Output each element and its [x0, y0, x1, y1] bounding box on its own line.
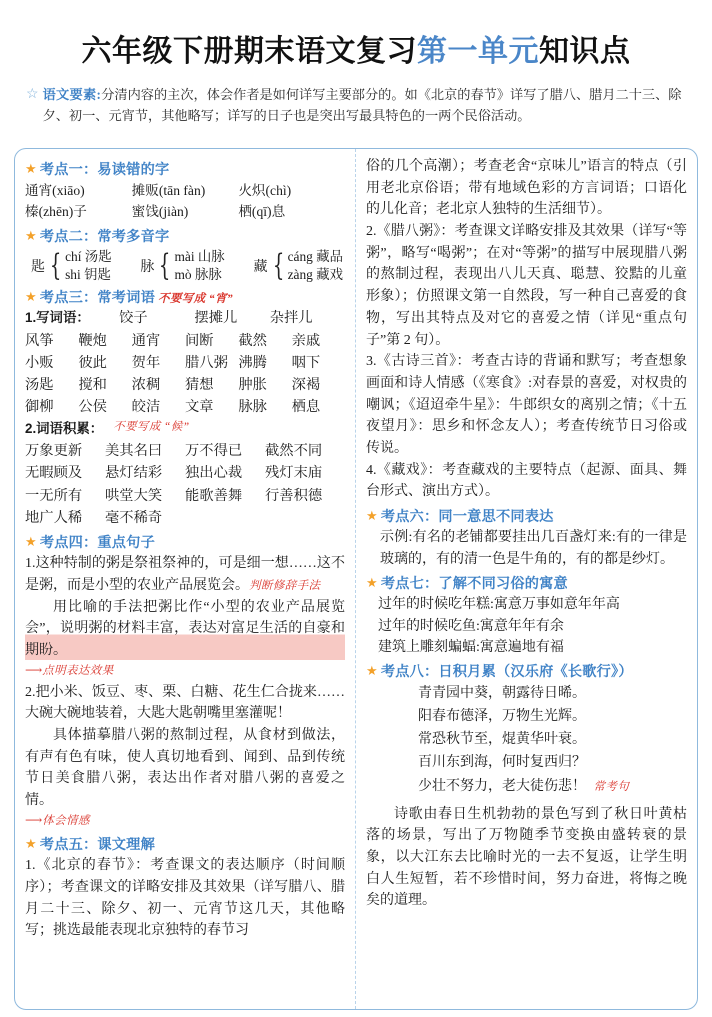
kd1-row-2 [25, 201, 345, 222]
poem-line-row [418, 751, 687, 774]
kd3-idiom: 行善积德 [265, 487, 323, 504]
section-heading-kaodian-6 [366, 506, 687, 526]
kd4-item1-analysis: 用比喻的手法把粥比作“小型的农业产品展览会”，说明粥的材料丰富，表达对富足生活的自豪和期盼。 [25, 597, 345, 662]
kd3-word: 浓稠 [131, 377, 161, 394]
kaodian-3-label: 考点三：常考词语 [39, 290, 155, 307]
kd3-idiom-row [25, 507, 345, 529]
kd3-idiom: 哄堂大笑 [105, 487, 163, 504]
section-heading-kaodian-7 [366, 573, 687, 593]
kd3-idiom: 美其名曰 [105, 443, 163, 460]
kd4-item2-text: 2.把小米、饭豆、枣、栗、白糖、花生仁合拢来……大碗大碗地装着，大匙大匙朝嘴里塞灌呢！ [25, 684, 345, 722]
kd3-word: 摆摊儿 [194, 310, 238, 327]
duoyinzi-char: 藏 [253, 260, 268, 276]
kd3-sub2-row [25, 419, 345, 440]
yuwen-yaosu-banner [26, 84, 686, 127]
kd1-item: 通宵(xiāo) [25, 183, 85, 198]
duoyinzi-reading: zàng 藏戏 [287, 267, 343, 283]
section-heading-kaodian-5 [25, 834, 345, 854]
kd3-idiom: 地广人稀 [25, 510, 83, 527]
poem-line: 青青园中葵，朝露待日晞。 [418, 686, 586, 702]
right-column [356, 149, 697, 1009]
yaosu-label: 语文要素: [42, 87, 102, 102]
kd3-idiom-row [25, 462, 345, 484]
kd7-line: 过年的时候吃年糕:寓意万事如意年年高 [378, 597, 620, 613]
kd3-word: 腊八粥 [184, 354, 228, 371]
duoyinzi-reading: mò 脉脉 [174, 267, 222, 283]
kd3-word: 饺子 [119, 310, 148, 327]
duoyinzi-reading: cáng 藏品 [287, 248, 343, 264]
star-icon: ★ [366, 508, 378, 523]
kd3-idiom: 毫不稀奇 [105, 510, 163, 527]
kaodian-7-label: 考点七：了解不同习俗的寓意 [380, 576, 568, 593]
section-heading-kaodian-8 [366, 661, 687, 681]
star-icon: ★ [366, 575, 378, 591]
kd3-sub2-label: 2.词语积累： [25, 420, 104, 436]
kd3-idiom: 独出心裁 [185, 465, 243, 482]
star-icon: ★ [366, 663, 378, 679]
kd3-write-words-row-1 [25, 308, 345, 329]
kd3-word: 风筝 [25, 332, 54, 349]
kd1-item: 火炽(chì) [238, 183, 292, 198]
duoyinzi-group [31, 248, 112, 284]
poem-line-row [418, 775, 687, 798]
section-heading-kaodian-2 [25, 226, 345, 246]
kd3-idiom-row [25, 440, 345, 462]
duoyinzi-reading: chí 汤匙 [65, 248, 112, 264]
kd3-word: 咽下 [291, 354, 321, 371]
kd3-word: 间断 [184, 332, 214, 349]
kd3-word: 杂拌儿 [269, 310, 313, 327]
section-heading-kaodian-3 [25, 287, 345, 307]
kd3-word-row [25, 330, 345, 352]
brace-icon: { [159, 248, 171, 284]
kaodian-4-label: 考点四：重点句子 [39, 535, 155, 552]
kd3-word: 深褐 [291, 377, 321, 394]
page-title-highlight: 第一单元 [417, 35, 539, 68]
kd4-item2-note-row [25, 810, 345, 832]
kd1-row-1 [25, 180, 345, 201]
kd3-word-row [25, 396, 345, 418]
red-note-changkaoju: 常考句 [593, 780, 630, 793]
kd1-item: 榛(zhēn)子 [25, 204, 87, 220]
kd3-word-row [25, 374, 345, 396]
arrow-icon: ⟶ [25, 662, 43, 677]
poem-line: 百川东到海，何时复西归？ [418, 755, 586, 771]
kd1-item: 摊贩(tān fàn) [131, 183, 206, 198]
kd3-word: 文章 [184, 399, 214, 416]
duoyinzi-char: 匙 [31, 260, 45, 276]
kd5-item4: 4.《藏戏》：考查藏戏的主要特点（起源、面具、舞台形式、演出方式）。 [366, 462, 687, 500]
kd3-word: 截然 [238, 332, 267, 349]
kd3-word: 御柳 [25, 399, 54, 416]
duoyinzi-reading: mài 山脉 [174, 248, 225, 264]
kd8-summary: 诗歌由春日生机勃勃的景色写到了秋日叶黄枯落的场景，写出了万物随季节变换由盛转衰的景象，以大江东去比喻时光的一去不复返，让学生明白人生短暂，若不珍惜时间，努力奋进，将悔之晚矣的道理。 [366, 806, 687, 909]
kd3-word: 小贩 [25, 354, 54, 371]
duoyinzi-reading: shi 钥匙 [65, 267, 111, 283]
yaosu-text: 分清内容的主次，体会作者是如何详写主要部分的。如《北京的春节》详写了腊八、腊月二十三、除夕、初一、元宵节，其他略写；详写的日子也是突出写最具特色的一两个民俗活动。 [42, 87, 682, 124]
kd7-line: 建筑上雕刻蝙蝠:寓意遍地有福 [378, 639, 564, 655]
section-heading-kaodian-1 [25, 159, 345, 179]
red-note-hou: 不要写成 “候” [113, 420, 190, 433]
star-icon: ★ [25, 534, 37, 550]
kd5-item1: 1.《北京的春节》：考查课文的表达顺序（时间顺序）；考查课文的详略安排及其效果（详写腊八、腊月二十三、除夕、初一、元宵节这几天，其他略写；挑选最能表现北京独特的春节习 [25, 858, 345, 939]
kd5-item1-continued: 俗的几个高潮）；考查老舍“京味儿”语言的特点（引用老北京俗语；带有地域色彩的方言词语；口语化的儿化音；老北京人独特的生活细节）。 [366, 159, 687, 218]
kd3-word: 脉脉 [238, 399, 267, 416]
kaodian-2-label: 考点二：常考多音字 [39, 228, 170, 245]
kd3-sub1-label: 1.写词语： [25, 310, 90, 326]
kaodian-5-label: 考点五：课文理解 [39, 837, 155, 854]
kd3-word: 通宵 [131, 332, 161, 349]
kd4-item1-text [25, 553, 345, 596]
brace-icon: { [272, 248, 284, 284]
kd3-idiom: 无暇顾及 [25, 465, 83, 482]
duoyinzi-group-list [31, 248, 343, 284]
kd3-idiom: 悬灯结彩 [105, 465, 163, 482]
kd3-idiom: 残灯末庙 [265, 465, 323, 482]
kaodian-8-label: 考点八：日积月累（汉乐府《长歌行》） [380, 664, 633, 681]
kd3-word: 公侯 [78, 399, 107, 416]
arrow-icon: ⟶ [25, 812, 43, 827]
kd3-word-row [25, 352, 345, 374]
duoyinzi-group [254, 248, 344, 284]
kd3-word: 猜想 [184, 377, 214, 394]
kd3-idiom: 截然不同 [265, 443, 323, 460]
kd3-idiom: 万象更新 [25, 443, 83, 460]
content-frame [14, 148, 698, 1010]
duoyinzi-group [140, 248, 224, 284]
kd3-idiom: 能歌善舞 [185, 487, 243, 504]
section-heading-kaodian-4 [25, 532, 345, 552]
kd3-idiom: 万不得已 [185, 443, 243, 460]
star-icon: ★ [25, 161, 37, 176]
left-column [15, 149, 356, 1009]
poem-line: 阳春布德泽，万物生光辉。 [418, 709, 586, 725]
kd3-word: 栖息 [291, 399, 321, 416]
kd5-item3: 3.《古诗三首》：考查古诗的背诵和默写；考查想象画面和诗人情感（《寒食》:对春景的喜爱，对权贵的嘲讽；《迢迢牵牛星》：牛郎织女的离别之情；《十五夜望月》：思乡和怀念友人）；考查传统节日习俗或传说。 [366, 354, 687, 456]
kd3-word: 汤匙 [25, 377, 54, 394]
kd3-word: 搅和 [78, 377, 107, 394]
star-icon: ★ [25, 289, 37, 305]
poem-line: 少壮不努力，老大徒伤悲！ [418, 778, 586, 794]
poem-line: 常恐秋节至，焜黄华叶衰。 [418, 732, 586, 748]
kd6-prefix: 示例: [380, 530, 413, 545]
page-title-part1: 六年级下册期末语文复习 [81, 35, 417, 68]
kd1-item: 蜜饯(jiàn) [131, 204, 189, 220]
kaodian-1-label: 考点一：易读错的字 [39, 162, 170, 178]
kd3-idiom-row [25, 485, 345, 507]
page-title-part2: 知识点 [539, 35, 631, 68]
kd4-item1-note2-row [25, 660, 345, 682]
kd5-item2: 2.《腊八粥》：考查课文详略安排及其效果（详写“等粥”，略写“喝粥”；在对“等粥”的描写中展现腊八粥的熬制过程，表现出八儿天真、聪慧、狡黠的儿童形象）；仿照课文第一自然段，写一种自己喜爱的食物，写出其特点及对它的喜爱之情（详见“重点句子”第 2 句）。 [366, 224, 687, 348]
kd3-word: 彼此 [78, 354, 107, 371]
kd1-item: 栖(qī)息 [238, 204, 286, 220]
red-note-tihuiqinggan: 体会情感 [42, 814, 90, 827]
red-note-xiucishoufa: 判断修辞手法 [249, 580, 321, 593]
red-note-biaodaxiaoguo: 点明表达效果 [42, 664, 114, 677]
kd4-item2-analysis: 具体描摹腊八粥的熬制过程，从食材到做法，有声有色有味，使人真切地看到、闻到、品到传统节日美食腊八粥，表达出作者对腊八粥的喜爱之情。 [25, 727, 345, 808]
kd4-item1-sentence: 1.这种特制的粥是祭祖祭神的，可是细一想……这不是粥，而是小型的农业产品展览会。 [25, 556, 345, 594]
kd7-line: 过年的时候吃鱼:寓意年年有余 [378, 618, 564, 634]
kd3-idiom: 一无所有 [25, 487, 83, 504]
poem-changgexing [366, 682, 687, 797]
star-icon: ★ [25, 836, 37, 852]
kd6-text: 有名的老铺都要挂出几百盏灯来:有的一律是玻璃的，有的清一色是牛角的，有的都是纱灯。 [380, 530, 688, 567]
kd3-word: 皎洁 [131, 399, 161, 416]
star-icon: ★ [25, 227, 37, 243]
kd3-word: 亲戚 [291, 332, 321, 349]
duoyinzi-char: 脉 [140, 260, 155, 276]
page-title [0, 0, 712, 80]
kd6-example [366, 527, 687, 570]
kd3-word: 鞭炮 [78, 332, 107, 349]
kd3-word: 贺年 [131, 354, 161, 371]
star-outline-icon: ☆ [26, 87, 39, 102]
kd3-word: 肿胀 [238, 377, 267, 394]
brace-icon: { [49, 248, 62, 284]
red-note-xiao: 不要写成 “宵” [157, 293, 234, 306]
kaodian-6-label: 考点六：同一意思不同表达 [380, 509, 554, 525]
kd3-word: 沸腾 [238, 354, 267, 371]
